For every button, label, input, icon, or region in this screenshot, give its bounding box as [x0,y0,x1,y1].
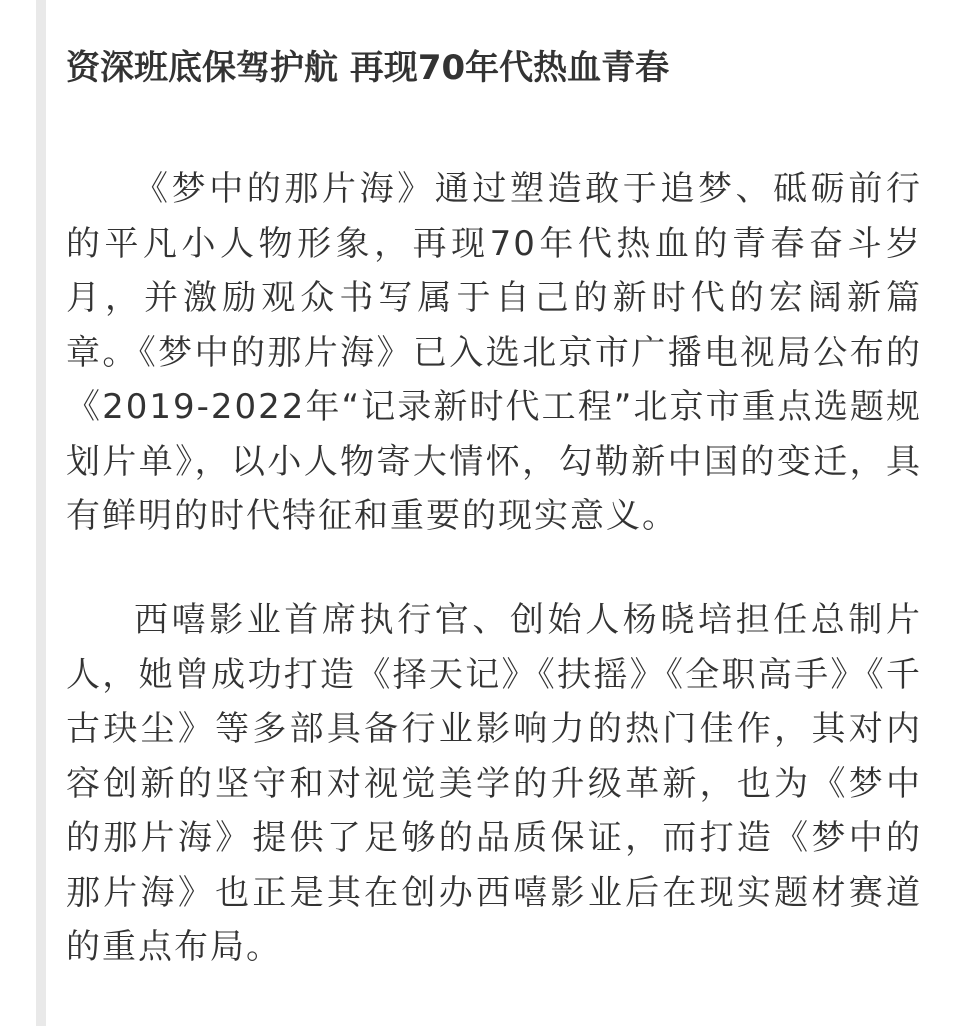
paragraph-1: 《梦中的那片海》通过塑造敢于追梦、砥砺前行的平凡小人物形象，再现70年代热血的青春奋斗岁月，并激励观众书写属于自己的新时代的宏阔新篇章。《梦中的那片海》已入选北京市广播电视局公布的《2019-2022年“记录新时代工程”北京市重点选题规划片单》，以小人物寄大情怀，勾勒新中国的变迁，具有鲜明的时代特征和重要的现实意义。 [66,169,922,536]
left-border-rule [36,0,46,1026]
section-heading: 资深班底保驾护航 再现70年代热血青春 [66,48,670,88]
paragraph-2: 西嘻影业首席执行官、创始人杨晓培担任总制片人，她曾成功打造《择天记》《扶摇》《全职高手》《千古玦尘》等多部具备行业影响力的热门佳作，其对内容创新的坚守和对视觉美学的升级革新，也为《梦中的那片海》提供了足够的品质保证，而打造《梦中的那片海》也正是其在创办西嘻影业后在现实题材赛道的重点布局。 [66,600,922,967]
